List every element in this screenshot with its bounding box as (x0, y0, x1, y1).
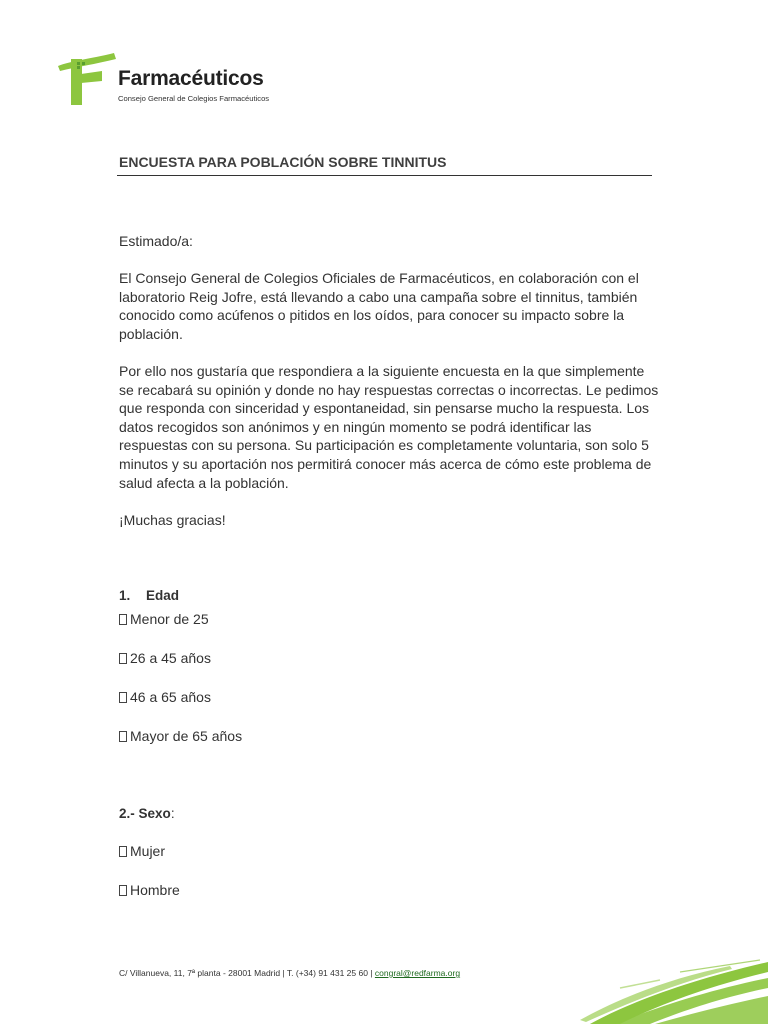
question-2-heading (119, 806, 175, 821)
option-label: Mayor de 65 años (130, 728, 243, 744)
option-label: Menor de 25 (130, 611, 209, 627)
footer-address: C/ Villanueva, 11, 7ª planta - 28001 Madrid | T. (+34) 91 431 25 60 | (119, 968, 375, 978)
checkbox-icon[interactable] (119, 885, 127, 896)
option-menor-25[interactable] (119, 611, 209, 627)
footer-email-link[interactable]: congral@redfarma.org (374, 968, 461, 978)
question-1-heading (119, 588, 179, 603)
question-number: 2.- (119, 806, 135, 821)
option-label: Hombre (130, 882, 180, 898)
option-label: 26 a 45 años (130, 650, 211, 666)
option-hombre[interactable] (119, 882, 180, 898)
checkbox-icon[interactable] (119, 731, 127, 742)
question-number: 1. (119, 588, 131, 603)
option-26-45[interactable] (119, 650, 211, 666)
closing-text: ¡Muchas gracias! (119, 512, 226, 528)
option-label: 46 a 65 años (130, 689, 211, 705)
checkbox-icon[interactable] (119, 846, 127, 857)
option-46-65[interactable] (119, 689, 211, 705)
option-mayor-65[interactable] (119, 728, 242, 744)
org-subtitle: Consejo General de Colegios Farmacéuticos (118, 94, 270, 103)
document-title: ENCUESTA PARA POBLACIÓN SOBRE TINNITUS (119, 154, 447, 170)
checkbox-icon[interactable] (119, 653, 127, 664)
greeting: Estimado/a: (119, 233, 193, 249)
question-label: Sexo (138, 806, 171, 821)
farmaceuticos-cross-logo-icon (56, 50, 120, 106)
option-mujer[interactable] (119, 843, 165, 859)
checkbox-icon[interactable] (119, 692, 127, 703)
logo (56, 50, 296, 106)
org-name: Farmacéuticos (118, 67, 264, 90)
question-label: Edad (146, 588, 180, 603)
question-suffix: : (170, 806, 175, 821)
option-label: Mujer (130, 843, 166, 859)
title-divider (117, 175, 652, 176)
checkbox-icon[interactable] (119, 614, 127, 625)
green-brush-swoosh-icon (560, 958, 768, 1024)
footer-contact (119, 968, 460, 978)
intro-paragraph: El Consejo General de Colegios Oficiales de Farmacéuticos, en colaboración con el laboratorio Reig Jofre, está llevando a cabo una campaña sobre el tinnitus, también conocido como acúfenos o pitidos en los oídos, para conocer su impacto sobre la población. (119, 270, 639, 342)
instructions-paragraph: Por ello nos gustaría que respondiera a la siguiente encuesta en la que simplemente se recabará su opinión y donde no hay respuestas correctas o incorrectas. Le pedimos que responda con sinceridad y espontaneidad, sin pensarse mucho la respuesta. Los datos recogidos son anónimos y en ningún momento se podrá identificar las respuestas con su persona. Su participación es completamente voluntaria, son solo 5 minutos y su aportación nos permitirá conocer más acerca de cómo este problema de salud afecta a la población. (119, 363, 659, 491)
